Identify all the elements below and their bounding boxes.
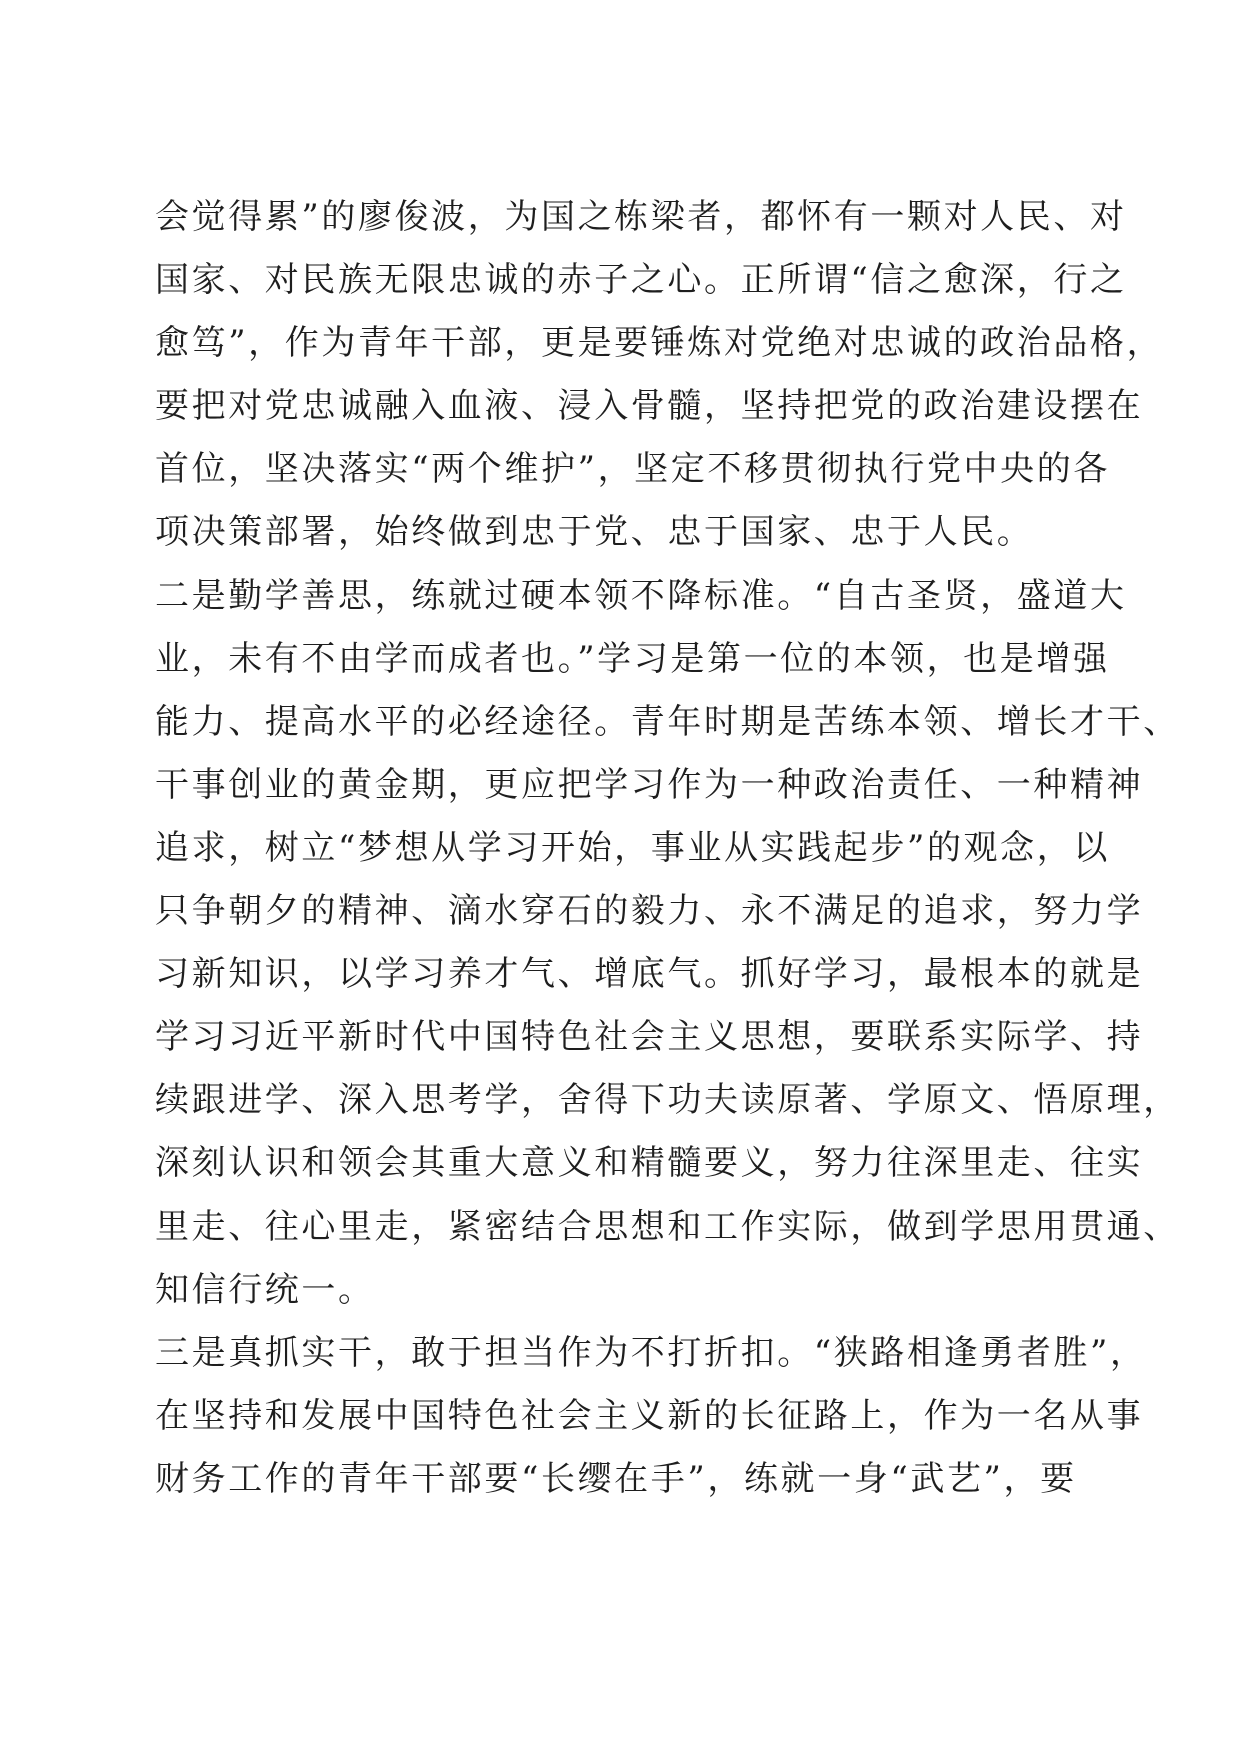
text-line: 知信行统一。 bbox=[155, 1269, 375, 1310]
text-line: 深刻认识和领会其重大意义和精髓要义，努力往深里走、往实 bbox=[155, 1143, 1144, 1184]
text-line: 习新知识，以学习养才气、增底气。抓好学习，最根本的就是 bbox=[155, 954, 1144, 995]
text-line: 首位，坚决落实“两个维护”，坚定不移贯彻执行党中央的各 bbox=[155, 449, 1110, 490]
text-line: 财务工作的青年干部要“长缨在手”，练就一身“武艺”，要 bbox=[155, 1458, 1077, 1499]
text-line: 里走、往心里走，紧密结合思想和工作实际，做到学思用贯通、 bbox=[155, 1206, 1180, 1247]
text-line: 学习习近平新时代中国特色社会主义思想，要联系实际学、持 bbox=[155, 1017, 1144, 1058]
text-line: 要把对党忠诚融入血液、浸入骨髓，坚持把党的政治建设摆在 bbox=[155, 386, 1144, 427]
text-line: 国家、对民族无限忠诚的赤子之心。正所谓“信之愈深，行之 bbox=[155, 260, 1127, 301]
text-line: 业，未有不由学而成者也。”学习是第一位的本领，也是增强 bbox=[155, 638, 1110, 679]
text-line: 会觉得累”的廖俊波，为国之栋梁者，都怀有一颗对人民、对 bbox=[155, 197, 1127, 237]
text-line: 在坚持和发展中国特色社会主义新的长征路上，作为一名从事 bbox=[155, 1395, 1144, 1436]
text-line: 续跟进学、深入思考学，舍得下功夫读原著、学原文、悟原理， bbox=[155, 1080, 1180, 1121]
text-line: 干事创业的黄金期，更应把学习作为一种政治责任、一种精神 bbox=[155, 764, 1144, 805]
body-text bbox=[155, 186, 1180, 1511]
section-heading-line: 二是勤学善思，练就过硬本领不降标准。“自古圣贤，盛道大 bbox=[155, 575, 1127, 616]
text-line: 追求，树立“梦想从学习开始，事业从实践起步”的观念，以 bbox=[155, 827, 1110, 868]
section-heading-line: 三是真抓实干，敢于担当作为不打折扣。“狭路相逢勇者胜”， bbox=[155, 1332, 1147, 1373]
text-line: 能力、提高水平的必经途径。青年时期是苦练本领、增长才干、 bbox=[155, 701, 1180, 742]
text-line: 项决策部署，始终做到忠于党、忠于国家、忠于人民。 bbox=[155, 512, 1034, 553]
text-line: 只争朝夕的精神、滴水穿石的毅力、永不满足的追求，努力学 bbox=[155, 891, 1144, 932]
text-line: 愈笃”，作为青年干部，更是要锤炼对党绝对忠诚的政治品格， bbox=[155, 323, 1164, 364]
